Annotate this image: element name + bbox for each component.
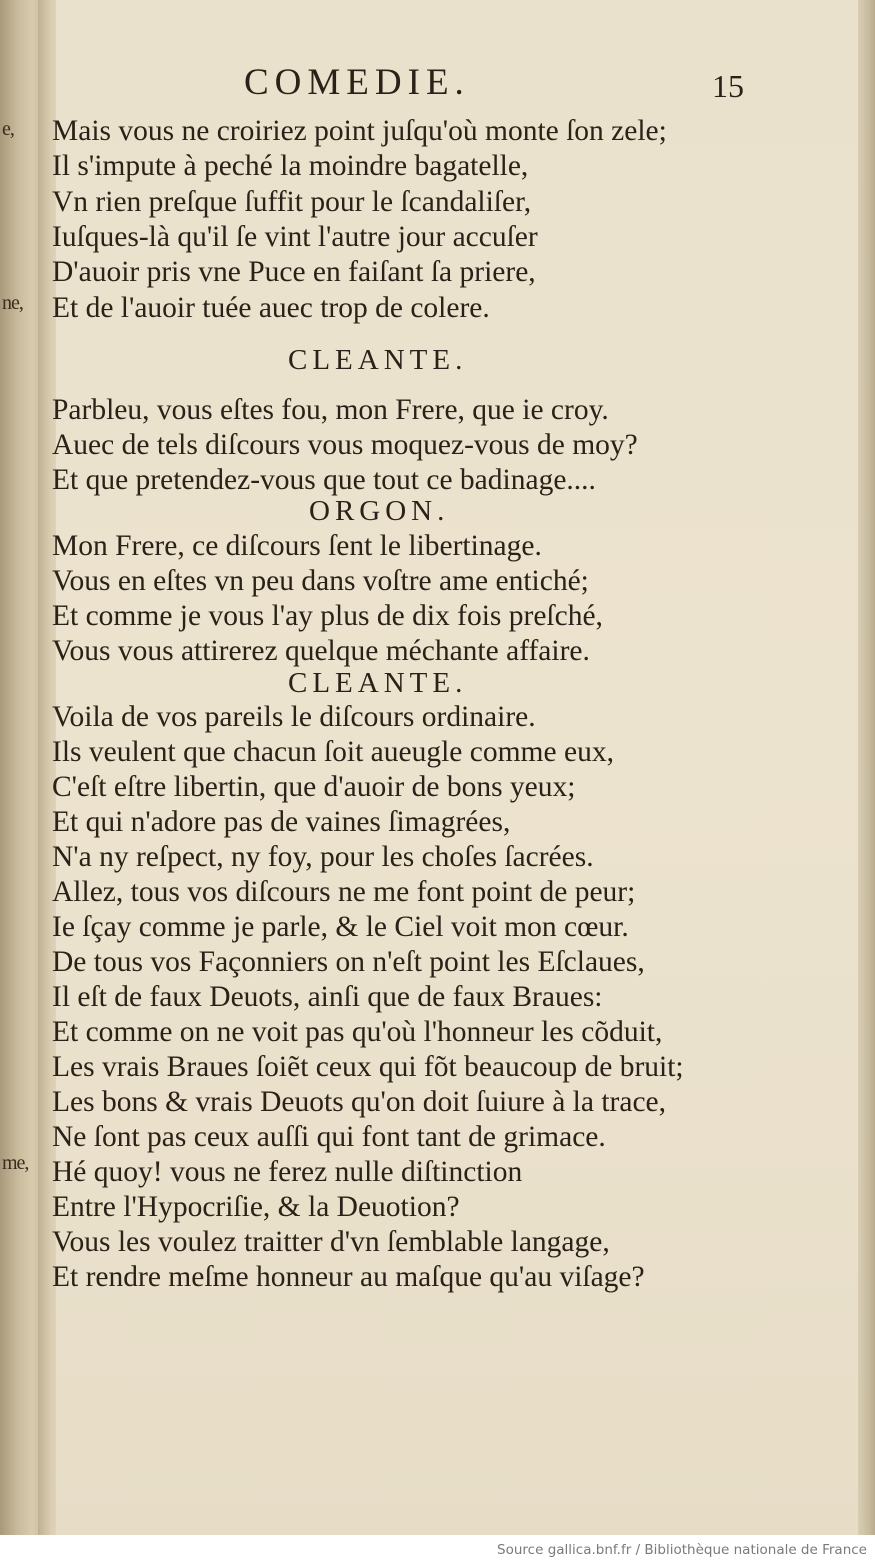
verse-line: Allez, tous vos diſcours ne me font point de peur; <box>52 876 636 908</box>
verse-line: Iuſques-là qu'il ſe vint l'autre jour accuſer <box>52 221 538 253</box>
speaker-name: CLEANTE. <box>288 667 468 699</box>
verse-line: Entre l'Hypocriſie, & la Deuotion? <box>52 1191 460 1223</box>
verse-line: Il s'impute à peché la moindre bagatelle, <box>52 150 529 182</box>
running-head: COMEDIE. <box>244 62 470 103</box>
verse-line: Auec de tels diſcours vous moquez-vous de moy? <box>52 429 638 461</box>
speaker-name: ORGON. <box>309 495 450 527</box>
source-credit: Source gallica.bnf.fr / Bibliothèque nationale de France <box>497 1542 867 1558</box>
verse-line: Parbleu, vous eſtes fou, mon Frere, que ie croy. <box>52 394 609 426</box>
verse-line: Il eſt de faux Deuots, ainſi que de faux Braues: <box>52 981 603 1013</box>
margin-fragment: e, <box>2 118 14 140</box>
verse-line: N'a ny reſpect, ny foy, pour les choſes ſacrées. <box>52 841 594 873</box>
verse-line: Mon Frere, ce diſcours ſent le libertinage. <box>52 530 542 562</box>
verse-line: Voila de vos pareils le diſcours ordinaire. <box>52 701 536 733</box>
verse-line: Et comme je vous l'ay plus de dix fois preſché, <box>52 600 603 632</box>
verse-line: Ie ſçay comme je parle, & le Ciel voit mon cœur. <box>52 911 629 943</box>
source-footer <box>0 1535 875 1566</box>
verse-line: Les vrais Braues ſoiẽt ceux qui fõt beaucoup de bruit; <box>52 1051 684 1083</box>
verse-line: Vous vous attirerez quelque méchante affaire. <box>52 635 590 667</box>
verse-line: Hé quoy! vous ne ferez nulle diſtinction <box>52 1156 523 1188</box>
verse-line: Vous les voulez traitter d'vn ſemblable langage, <box>52 1226 610 1258</box>
verse-line: Et de l'auoir tuée auec trop de colere. <box>52 292 490 324</box>
verse-line: D'auoir pris vne Puce en faiſant ſa priere, <box>52 256 536 288</box>
verse-line: Et qui n'adore pas de vaines ſimagrées, <box>52 806 511 838</box>
speaker-name: CLEANTE. <box>288 344 468 376</box>
verse-line: Et que pretendez-vous que tout ce badinage.... <box>52 464 596 496</box>
margin-fragment: me, <box>2 1152 29 1174</box>
verse-line: C'eſt eſtre libertin, que d'auoir de bons yeux; <box>52 771 576 803</box>
verse-line: Ils veulent que chacun ſoit aueugle comme eux, <box>52 736 614 768</box>
verse-line: Ne ſont pas ceux auſſi qui font tant de grimace. <box>52 1121 606 1153</box>
verse-line: Et comme on ne voit pas qu'où l'honneur les cõduit, <box>52 1016 663 1048</box>
verse-line: Et rendre meſme honneur au maſque qu'au viſage? <box>52 1261 645 1293</box>
verse-line: Les bons & vrais Deuots qu'on doit ſuiure à la trace, <box>52 1086 667 1118</box>
verse-line: Vn rien preſque ſuffit pour le ſcandaliſer, <box>52 186 532 218</box>
verse-line: Vous en eſtes vn peu dans voſtre ame entiché; <box>52 565 589 597</box>
verse-line: Mais vous ne croiriez point juſqu'où monte ſon zele; <box>52 115 667 147</box>
margin-fragment: ne, <box>2 292 23 314</box>
verse-line: De tous vos Façonniers on n'eſt point les Eſclaues, <box>52 946 645 978</box>
page-number: 15 <box>712 68 744 104</box>
